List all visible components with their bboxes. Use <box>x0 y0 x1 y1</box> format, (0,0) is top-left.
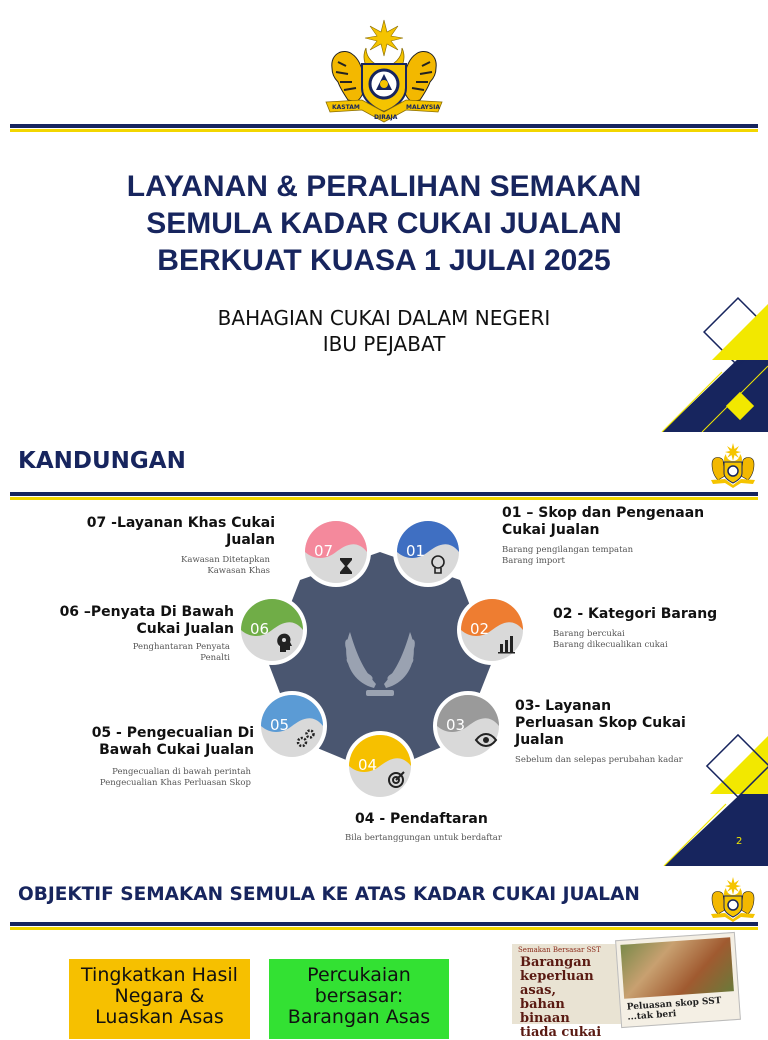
node-number: 07 <box>314 542 334 560</box>
box-line: Luaskan Asas <box>95 1006 224 1028</box>
item-title-line: 07 -Layanan Khas Cukai <box>86 515 275 531</box>
item-title-line: Jualan <box>515 732 564 748</box>
header-yellow-bar <box>10 129 758 132</box>
node-number: 05 <box>270 716 290 734</box>
item-06-desc <box>60 642 230 664</box>
presentation-title <box>40 168 728 279</box>
item-title-line: Perluasan Skop Cukai <box>515 715 686 731</box>
news-clipping-2 <box>615 932 741 1028</box>
corner-decoration <box>660 732 768 866</box>
objectives-yellow-bar <box>10 927 758 930</box>
box-line: Negara & <box>114 985 205 1007</box>
box-line: Tingkatkan Hasil <box>81 964 238 986</box>
item-title-line: 03- Layanan <box>515 698 612 714</box>
item-desc-line: Bila bertanggungan untuk berdaftar <box>345 833 502 843</box>
item-desc-line: Sebelum dan selepas perubahan kadar <box>515 755 683 765</box>
item-desc-line: Penalti <box>200 653 230 663</box>
subtitle-line: BAHAGIAN CUKAI DALAM NEGERI <box>217 306 551 330</box>
node-02[interactable] <box>456 594 528 670</box>
title-slide <box>0 0 768 432</box>
item-05-title <box>40 725 254 759</box>
item-07-desc <box>90 555 270 577</box>
small-logo <box>708 442 758 488</box>
page-number: 2 <box>736 836 743 847</box>
box-line: Percukaian <box>307 964 411 986</box>
item-title-line: Bawah Cukai Jualan <box>99 742 254 758</box>
node-05[interactable] <box>256 690 328 766</box>
box-line: bersasar: <box>314 985 404 1007</box>
node-number: 04 <box>358 756 378 774</box>
corner-decoration <box>652 300 768 432</box>
contents-yellow-bar <box>10 497 758 500</box>
item-desc-line: Barang pengilangan tempatan <box>502 545 634 555</box>
item-05-desc <box>60 767 251 789</box>
news-headline-line: Barangan <box>520 955 592 970</box>
news-headline-line: Peluasan skop SST <box>626 996 722 1013</box>
objective-box-revenue <box>69 959 250 1039</box>
title-line: BERKUAT KUASA 1 JULAI 2025 <box>157 244 611 277</box>
item-01-desc <box>502 545 702 567</box>
item-06-title <box>30 604 234 638</box>
node-number: 01 <box>406 542 426 560</box>
item-title-line: 02 - Kategori Barang <box>553 606 718 622</box>
item-desc-line: Pengecualian Khas Perluasan Skop <box>99 778 251 788</box>
item-04-title <box>355 811 555 828</box>
small-logo <box>708 876 758 922</box>
item-title-line: Jualan <box>226 532 275 548</box>
news-headline-line: bahan binaan <box>520 997 570 1026</box>
news-photo <box>620 937 733 999</box>
item-title-line: 06 –Penyata Di Bawah <box>59 604 234 620</box>
node-01[interactable] <box>392 516 464 592</box>
news-headline-line: tiada cukai <box>520 1025 602 1040</box>
item-02-desc <box>553 629 753 651</box>
item-title-line: 04 - Pendaftaran <box>355 811 488 827</box>
contents-heading: KANDUNGAN <box>18 448 186 474</box>
objectives-slide <box>0 866 768 1040</box>
item-title-line: 05 - Pengecualian Di <box>91 725 254 741</box>
header-navy-bar <box>10 124 758 128</box>
item-01-title <box>502 505 752 539</box>
contents-navy-bar <box>10 492 758 496</box>
item-title-line: Cukai Jualan <box>136 621 234 637</box>
logo-text-bottom: DIRAJA <box>374 114 398 121</box>
item-desc-line: Pengecualian di bawah perintah <box>112 767 251 777</box>
title-line: SEMULA KADAR CUKAI JUALAN <box>146 207 622 240</box>
title-line: LAYANAN & PERALIHAN SEMAKAN <box>126 170 642 203</box>
item-desc-line: Barang bercukai <box>553 629 625 639</box>
objective-box-targeted <box>269 959 449 1039</box>
item-02-title <box>553 606 753 623</box>
logo-text-right: MALAYSIA <box>406 104 441 111</box>
box-line: Barangan Asas <box>287 1006 431 1028</box>
kastam-logo <box>322 18 446 124</box>
item-desc-line: Penghantaran Penyata <box>132 642 230 652</box>
logo-text-left: KASTAM <box>332 104 360 111</box>
node-number: 02 <box>470 620 490 638</box>
item-desc-line: Kawasan Khas <box>207 566 270 576</box>
news-headline-line: ...tak beri <box>627 1009 677 1023</box>
node-04[interactable] <box>344 730 416 806</box>
item-desc-line: Barang import <box>502 556 565 566</box>
contents-slide <box>0 432 768 866</box>
news-headline-line: keperluan asas, <box>520 969 594 998</box>
node-06[interactable] <box>236 594 308 670</box>
item-title-line: Cukai Jualan <box>502 522 600 538</box>
item-title-line: 01 – Skop dan Pengenaan <box>502 505 705 521</box>
item-07-title <box>40 515 275 549</box>
subtitle-line: IBU PEJABAT <box>322 332 446 356</box>
item-desc-line: Kawasan Ditetapkan <box>181 555 270 565</box>
item-desc-line: Barang dikecualikan cukai <box>553 640 668 650</box>
news-tag: Semakan Bersasar SST <box>518 946 601 954</box>
objectives-heading: OBJEKTIF SEMAKAN SEMULA KE ATAS KADAR CUKAI JUALAN <box>18 884 640 905</box>
node-03[interactable] <box>432 690 504 766</box>
item-04-desc <box>345 833 565 844</box>
node-number: 03 <box>446 716 466 734</box>
news-clipping-1 <box>512 944 624 1040</box>
node-07[interactable] <box>300 516 372 592</box>
node-number: 06 <box>250 620 270 638</box>
objectives-navy-bar <box>10 922 758 926</box>
